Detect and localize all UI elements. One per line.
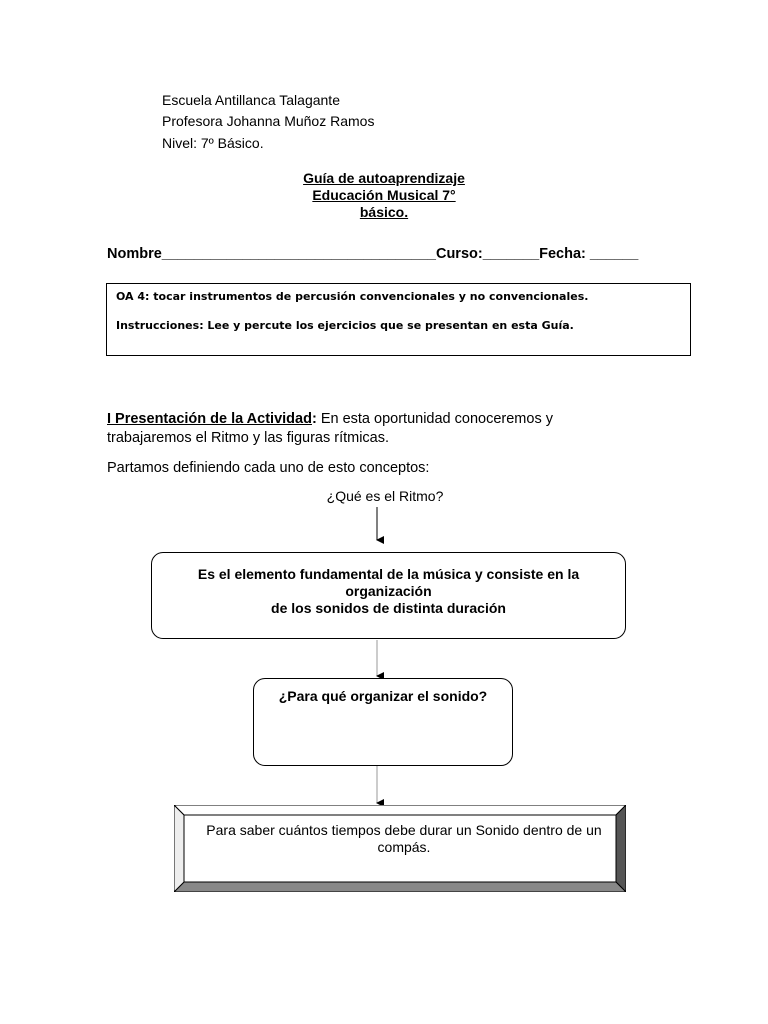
definition-line-2: organización: [345, 583, 432, 599]
school-name: Escuela Antillanca Talagante: [162, 92, 340, 108]
concepts-intro: Partamos definiendo cada uno de esto conceptos:: [107, 460, 430, 476]
student-info-line: Nombre__________________________________Curso:_______Fecha: ______: [107, 246, 639, 262]
why-organize-question: ¿Para qué organizar el sonido?: [278, 688, 488, 704]
why-organize-box: [253, 678, 513, 766]
section-intro-text: En esta oportunidad conoceremos y trabajaremos el Ritmo y las figuras rítmicas.: [107, 411, 553, 446]
teacher-name: Profesora Johanna Muñoz Ramos: [162, 113, 375, 129]
definition-line-1: Es el elemento fundamental de la música y consiste en la: [197, 566, 580, 582]
objective-text: OA 4: tocar instrumentos de percusión convencionales y no convencionales.: [116, 290, 589, 303]
grade-level: Nivel: 7º Básico.: [162, 135, 264, 151]
rhythm-question: ¿Qué es el Ritmo?: [326, 488, 444, 504]
title-line-3: básico.: [359, 204, 409, 220]
instructions-text: Instrucciones: Lee y percute los ejercicios que se presentan en esta Guía.: [116, 319, 574, 332]
definition-line-3: de los sonidos de distinta duración: [271, 600, 506, 616]
answer-box: [174, 805, 626, 892]
section-heading: I Presentación de la Actividad: [107, 411, 312, 427]
title-line-2: Educación Musical 7°: [312, 187, 456, 203]
title-line-1: Guía de autoaprendizaje: [303, 170, 465, 186]
answer-text: Para saber cuántos tiempos debe durar un Sonido dentro de un compás.: [206, 822, 602, 855]
rhythm-definition: [172, 566, 605, 617]
heading-colon: :: [311, 411, 317, 427]
rhythm-definition-box: [151, 552, 626, 639]
